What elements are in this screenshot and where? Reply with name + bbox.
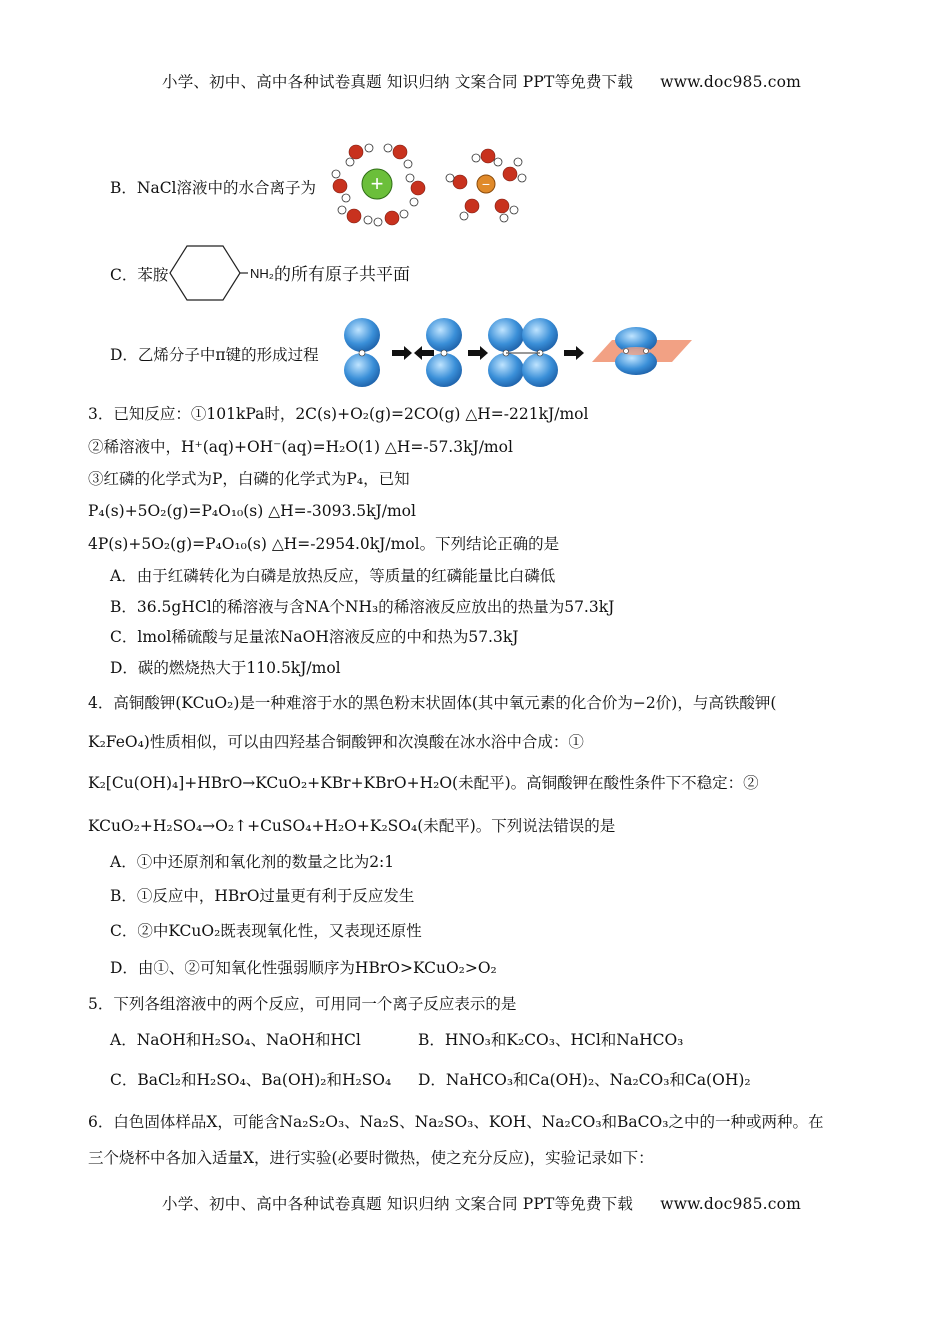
q5-option-d: D．NaHCO₃和Ca(OH)₂、Na₂CO₃和Ca(OH)₂ — [418, 1071, 751, 1089]
q4-line-4: KCuO₂+H₂SO₄→O₂↑+CuSO₄+H₂O+K₂SO₄(未配平)。下列说法错误的是 — [88, 817, 616, 835]
q3-option-c: C．lmol稀硫酸与足量浓NaOH溶液反应的中和热为57.3kJ — [110, 628, 519, 646]
q4-option-a: A．①中还原剂和氧化剂的数量之比为2:1 — [110, 853, 395, 871]
q4-option-c: C．②中KCuO₂既表现氧化性，又表现还原性 — [110, 922, 422, 940]
header-text: 小学、初中、高中各种试卷真题 知识归纳 文案合同 PPT等免费下载 — [162, 73, 634, 91]
q2-option-c-text: 的所有原子共平面 — [274, 265, 410, 285]
arrow-right-icon — [392, 346, 412, 360]
q6-line-1: 6．白色固体样品X，可能含Na₂S₂O₃、Na₂S、Na₂SO₃、KOH、Na₂CO₃和BaCO₃之中的一种或两种。在 — [88, 1113, 824, 1131]
q3-line-4: P₄(s)+5O₂(g)=P₄O₁₀(s) △H=-3093.5kJ/mol — [88, 502, 416, 520]
hydrated-cation-diagram — [330, 138, 430, 230]
arrow-left-icon — [414, 346, 434, 360]
q3-option-b: B．36.5gHCl的稀溶液与含NA个NH₃的稀溶液反应放出的热量为57.3kJ — [110, 598, 615, 616]
q3-line-1: 3．已知反应：①101kPa时，2C(s)+O₂(g)=2CO(g) △H=-221kJ/mol — [88, 405, 589, 423]
q5-option-c: C．BaCl₂和H₂SO₄、Ba(OH)₂和H₂SO₄ — [110, 1071, 392, 1089]
q2-option-c-label: C．苯胺 — [110, 266, 169, 284]
benzene-ring-diagram — [170, 244, 240, 304]
arrow-right-icon — [468, 346, 488, 360]
q4-line-2: K₂FeO₄)性质相似，可以由四羟基合铜酸钾和次溴酸在冰水浴中合成：① — [88, 733, 584, 751]
q4-option-b: B．①反应中，HBrO过量更有利于反应发生 — [110, 887, 415, 905]
nh2-group: NH₂ — [250, 266, 274, 281]
q4-option-d: D．由①、②可知氧化性强弱顺序为HBrO>KCuO₂>O₂ — [110, 959, 497, 977]
anion-sign: − — [481, 176, 491, 192]
q2-option-d: D．乙烯分子中π键的形成过程 — [110, 346, 319, 364]
pi-bond-formation-diagram — [340, 318, 700, 388]
page-header — [162, 70, 801, 92]
q5-stem: 5．下列各组溶液中的两个反应，可用同一个离子反应表示的是 — [88, 995, 517, 1013]
q3-line-5: 4P(s)+5O₂(g)=P₄O₁₀(s) △H=-2954.0kJ/mol。下列结论正确的是 — [88, 535, 560, 553]
arrow-right-icon — [564, 346, 584, 360]
q5-option-b: B．HNO₃和K₂CO₃、HCl和NaHCO₃ — [418, 1031, 684, 1049]
q3-option-a: A．由于红磷转化为白磷是放热反应，等质量的红磷能量比白磷低 — [110, 567, 556, 585]
footer-text: 小学、初中、高中各种试卷真题 知识归纳 文案合同 PPT等免费下载 — [162, 1195, 634, 1213]
q2-option-b: B．NaCl溶液中的水合离子为 — [110, 179, 317, 197]
header-url: www.doc985.com — [660, 73, 802, 91]
q5-option-a: A．NaOH和H₂SO₄、NaOH和HCl — [110, 1031, 361, 1049]
page-footer — [162, 1192, 801, 1214]
q6-line-2: 三个烧杯中各加入适量X，进行实验(必要时微热，使之充分反应)，实验记录如下： — [88, 1149, 654, 1167]
q3-line-2: ②稀溶液中，H⁺(aq)+OH⁻(aq)=H₂O(1) △H=-57.3kJ/mol — [88, 438, 513, 456]
q3-line-3: ③红磷的化学式为P，白磷的化学式为P₄，已知 — [88, 470, 410, 488]
q4-line-3: K₂[Cu(OH)₄]+HBrO→KCuO₂+KBr+KBrO+H₂O(未配平)。高铜酸钾在酸性条件下不稳定：② — [88, 774, 759, 792]
hydrated-anion-diagram — [446, 148, 532, 226]
footer-url: www.doc985.com — [660, 1195, 802, 1213]
cation-sign: + — [370, 171, 384, 196]
q3-option-d: D．碳的燃烧热大于110.5kJ/mol — [110, 659, 341, 677]
q4-line-1: 4．高铜酸钾(KCuO₂)是一种难溶于水的黑色粉末状固体(其中氧元素的化合价为−2价)，与高铁酸钾( — [88, 694, 777, 712]
